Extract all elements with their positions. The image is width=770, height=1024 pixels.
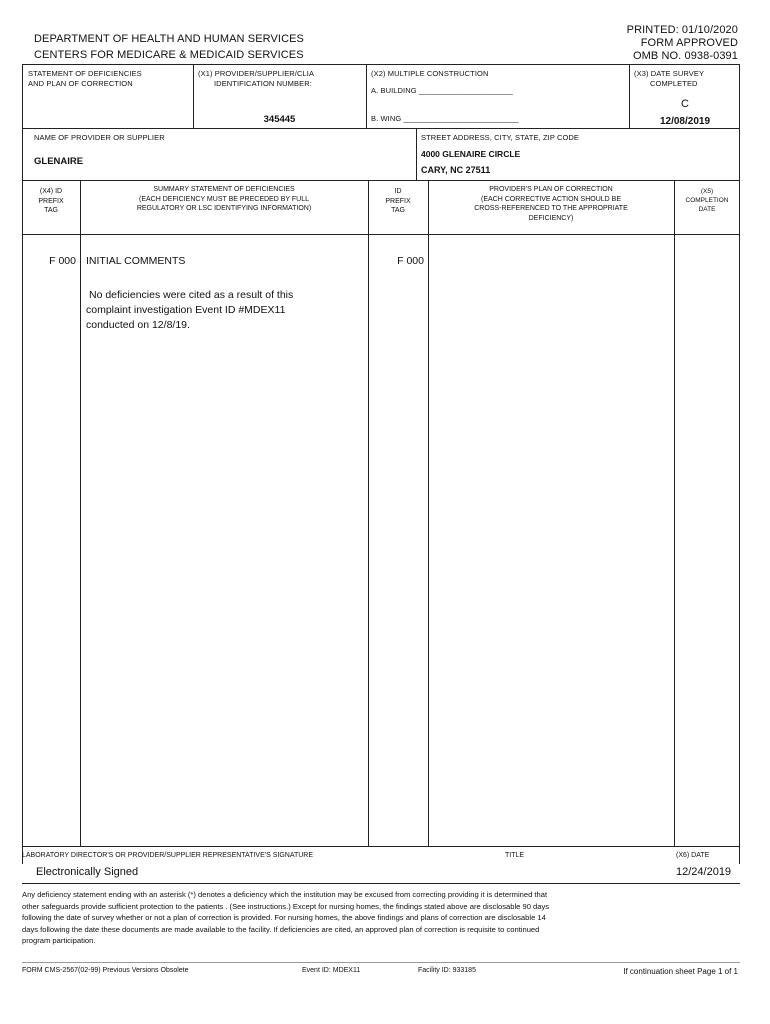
divider bbox=[80, 180, 81, 846]
divider bbox=[22, 883, 740, 884]
statement-label bbox=[28, 69, 142, 89]
divider bbox=[416, 128, 417, 180]
header-line: ID bbox=[394, 188, 402, 195]
divider bbox=[22, 180, 740, 181]
x2-label: (X2) MULTIPLE CONSTRUCTION bbox=[371, 69, 489, 78]
agency-name: CENTERS FOR MEDICARE & MEDICAID SERVICES bbox=[34, 49, 304, 61]
label-line: (X1) PROVIDER/SUPPLIER/CLIA bbox=[198, 69, 315, 78]
header-line: TAG bbox=[44, 207, 58, 214]
header-line: CROSS-REFERENCED TO THE APPROPRIATE bbox=[474, 205, 628, 212]
header-line: PREFIX bbox=[38, 197, 64, 205]
label-line: COMPLETED bbox=[650, 79, 698, 88]
divider bbox=[674, 180, 675, 846]
entry-tag-right: F 000 bbox=[397, 255, 424, 267]
header-line: TAG bbox=[391, 207, 405, 214]
signature-date: 12/24/2019 bbox=[676, 866, 732, 878]
header-line: DEFICIENCY) bbox=[528, 214, 574, 222]
header-line: DATE bbox=[698, 206, 716, 213]
x1-label bbox=[198, 69, 314, 89]
header-line: (X4) ID bbox=[39, 188, 63, 195]
provider-name-label: NAME OF PROVIDER OR SUPPLIER bbox=[34, 133, 165, 142]
x2-building: A. BUILDING ______________________ bbox=[371, 86, 513, 95]
survey-date: 12/08/2019 bbox=[659, 116, 711, 127]
signature-label: LABORATORY DIRECTOR'S OR PROVIDER/SUPPLIER REPRESENTATIVE'S SIGNATURE bbox=[22, 852, 314, 859]
footer-event-id: Event ID: MDEX11 bbox=[302, 967, 361, 974]
disclaimer-line: days following the date these documents are made available to the facility. If deficiencies are cited, an approved plan of correction is requisite to continued bbox=[22, 924, 540, 934]
x5-header bbox=[674, 187, 740, 214]
form-approved: FORM APPROVED bbox=[640, 37, 738, 49]
disclaimer-line: other safeguards provide sufficient protection to the patients . (See instructions.) Except for nursing homes, the findings stated above are disclosable 90 days bbox=[22, 901, 550, 911]
form-top-border bbox=[22, 64, 740, 65]
disclaimer-line: program participation. bbox=[22, 936, 96, 946]
header-line: PREFIX bbox=[385, 197, 411, 205]
header-line: COMPLETION bbox=[685, 197, 729, 204]
omb-number: OMB NO. 0938-0391 bbox=[632, 50, 738, 62]
id-prefix-header bbox=[368, 187, 428, 216]
divider bbox=[428, 180, 429, 846]
entry-text-line: No deficiencies were cited as a result of this bbox=[89, 289, 294, 301]
label-line: STATEMENT OF DEFICIENCIES bbox=[28, 69, 142, 78]
x2-wing: B. WING ___________________________ bbox=[371, 114, 519, 123]
header-line: (X5) bbox=[700, 188, 714, 195]
address-label: STREET ADDRESS, CITY, STATE, ZIP CODE bbox=[421, 133, 580, 142]
divider bbox=[22, 846, 740, 847]
entry-text bbox=[86, 288, 293, 333]
disclaimer-line: following the date of survey whether or not a plan of correction is provided. For nursing homes, the above findings and plans of correction are disclosable 14 bbox=[22, 913, 546, 923]
x4-header bbox=[22, 187, 80, 216]
address-line-1: 4000 GLENAIRE CIRCLE bbox=[421, 149, 521, 159]
label-line: AND PLAN OF CORRECTION bbox=[28, 79, 133, 88]
form-right-border bbox=[739, 64, 740, 864]
disclaimer-line: Any deficiency statement ending with an asterisk (*) denotes a deficiency which the institution may be excused from correcting providing it is determined that bbox=[22, 890, 548, 899]
summary-header bbox=[80, 185, 368, 214]
address-line-2: CARY, NC 27511 bbox=[421, 165, 491, 175]
form-left-border bbox=[22, 64, 23, 864]
footer-page: If continuation sheet Page 1 of 1 bbox=[623, 967, 738, 976]
label-line: (X3) DATE SURVEY bbox=[634, 69, 705, 78]
provider-id-number: 345445 bbox=[263, 114, 296, 125]
survey-code: C bbox=[681, 98, 689, 110]
disclaimer bbox=[22, 889, 738, 947]
entry-text-line: complaint investigation Event ID #MDEX11 bbox=[86, 304, 286, 316]
header-line: (EACH DEFICIENCY MUST BE PRECEDED BY FULL bbox=[139, 195, 309, 203]
label-line: IDENTIFICATION NUMBER: bbox=[214, 79, 312, 88]
entry-tag: F 000 bbox=[49, 255, 76, 267]
date-label: (X6) DATE bbox=[676, 852, 710, 859]
footer-facility-id: Facility ID: 933185 bbox=[418, 967, 476, 974]
header-line: REGULATORY OR LSC IDENTIFYING INFORMATION) bbox=[136, 205, 312, 212]
header-line: PROVIDER'S PLAN OF CORRECTION bbox=[489, 186, 613, 193]
footer-rule bbox=[22, 962, 740, 963]
printed-date: PRINTED: 01/10/2020 bbox=[626, 24, 738, 36]
divider bbox=[22, 234, 740, 235]
entry-text-line: conducted on 12/8/19. bbox=[86, 319, 190, 331]
divider bbox=[368, 180, 369, 846]
header-line: (EACH CORRECTIVE ACTION SHOULD BE bbox=[480, 195, 622, 203]
footer-form: FORM CMS-2567(02-99) Previous Versions Obsolete bbox=[22, 967, 189, 974]
plan-header bbox=[428, 185, 674, 223]
department-name: DEPARTMENT OF HEALTH AND HUMAN SERVICES bbox=[34, 33, 304, 45]
signature-value: Electronically Signed bbox=[36, 866, 139, 878]
divider bbox=[22, 128, 740, 129]
header-line: SUMMARY STATEMENT OF DEFICIENCIES bbox=[153, 186, 295, 193]
divider bbox=[366, 64, 367, 128]
x3-label bbox=[634, 69, 704, 89]
title-label: TITLE bbox=[505, 852, 525, 859]
entry-heading: INITIAL COMMENTS bbox=[86, 255, 186, 267]
provider-name: GLENAIRE bbox=[34, 156, 84, 167]
